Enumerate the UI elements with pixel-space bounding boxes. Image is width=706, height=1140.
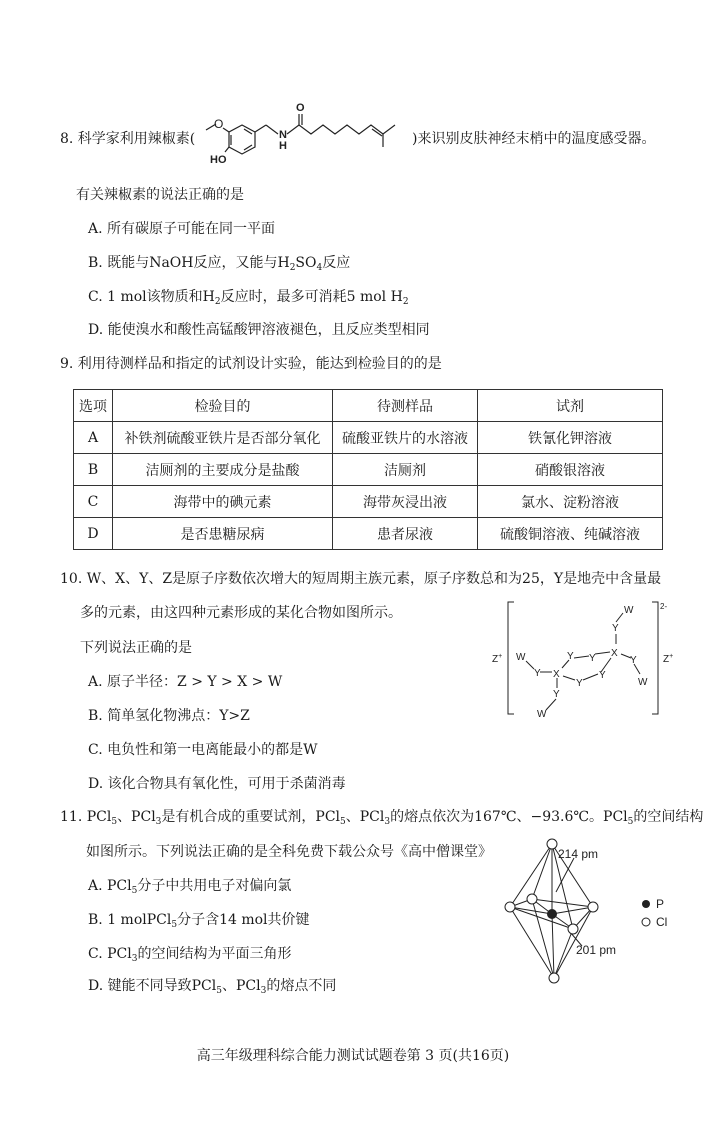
page-footer: 高三年级理科综合能力测试试题卷第 3 页(共16页) bbox=[196, 1048, 510, 1064]
table-header-row bbox=[74, 390, 663, 422]
q11-option-b: B. 1 molPCl$_5$分子含14 mol共价键 bbox=[88, 912, 310, 930]
atom-w4: W bbox=[537, 709, 547, 720]
atom-y5: Y bbox=[599, 670, 606, 681]
cell: D bbox=[74, 518, 113, 550]
cell: 补铁剂硫酸亚铁片是否部分氧化 bbox=[113, 422, 333, 454]
cell: 海带中的碘元素 bbox=[113, 486, 333, 518]
atom-y8: Y bbox=[553, 689, 560, 700]
legend-p-label: P bbox=[656, 897, 665, 911]
q8-stem-start: 8. 科学家利用辣椒素( bbox=[60, 131, 196, 147]
q11-option-a: A. PCl$_5$分子中共用电子对偏向氯 bbox=[88, 878, 292, 896]
atom-y3: Y bbox=[576, 678, 583, 689]
z-left: Z+ bbox=[492, 653, 503, 665]
q10-stem-line1: 10. W、X、Y、Z是原子序数依次增大的短周期主族元素，原子序数总和为25，Y是地壳中含量最 bbox=[60, 571, 662, 587]
q8-option-c: C. 1 mol该物质和$H_2$反应时，最多可消耗5 mol $H_2$ bbox=[88, 289, 409, 307]
q8-option-b: B. 既能与NaOH反应，又能与$H_2SO_4$反应 bbox=[88, 255, 351, 273]
z-right: Z+ bbox=[663, 653, 674, 665]
pcl5-structure-diagram bbox=[496, 832, 691, 992]
atom-y7: Y bbox=[630, 655, 637, 666]
q10-option-b: B. 简单氢化物沸点：Y>Z bbox=[88, 708, 250, 724]
legend-cl-marker bbox=[642, 918, 650, 926]
q9-stem: 9. 利用待测样品和指定的试剂设计实验，能达到检验目的的是 bbox=[60, 356, 442, 372]
q11-stem-line1: 11. PCl$_5$、PCl$_3$是有机合成的重要试剂，PCl$_5$、PCl$_3$的熔点依次为167℃、−93.6℃。PCl$_5$的空间结构 bbox=[60, 809, 704, 827]
q9-table bbox=[73, 389, 663, 550]
q8-option-d: D. 能使溴水和酸性高锰酸钾溶液褪色，且反应类型相同 bbox=[88, 322, 430, 338]
cell: 患者尿液 bbox=[333, 518, 478, 550]
cell: 海带灰浸出液 bbox=[333, 486, 478, 518]
cell: 氯水、淀粉溶液 bbox=[478, 486, 663, 518]
atom-y4: Y bbox=[589, 653, 596, 664]
legend-p-marker bbox=[642, 900, 650, 908]
cell: 洁厕剂的主要成分是盐酸 bbox=[113, 454, 333, 486]
cell: 硫酸铜溶液、纯碱溶液 bbox=[478, 518, 663, 550]
q8-option-a: A. 所有碳原子可能在同一平面 bbox=[88, 221, 276, 237]
amide-n: N bbox=[279, 129, 287, 141]
cell: A bbox=[74, 422, 113, 454]
hydroxyl-label: HO bbox=[210, 154, 227, 166]
header-sample: 待测样品 bbox=[333, 390, 478, 422]
charge-label: 2- bbox=[660, 602, 668, 611]
header-option: 选项 bbox=[74, 390, 113, 422]
q8-line2: 有关辣椒素的说法正确的是 bbox=[76, 187, 244, 203]
table-row bbox=[74, 518, 663, 550]
q10-stem-line2: 多的元素，由这四种元素形成的某化合物如图所示。 bbox=[80, 605, 402, 621]
table-row bbox=[74, 486, 663, 518]
legend-cl-label: Cl bbox=[656, 915, 668, 929]
methoxy-o: O bbox=[214, 117, 224, 131]
q8-stem-end: )来识别皮肤神经末梢中的温度感受器。 bbox=[412, 131, 656, 147]
atom-x1: X bbox=[553, 669, 560, 680]
table-row bbox=[74, 422, 663, 454]
atom-w1: W bbox=[516, 652, 526, 663]
capsaicin-structure bbox=[200, 100, 420, 170]
q11-option-d: D. 键能不同导致PCl$_5$、PCl$_3$的熔点不同 bbox=[88, 978, 337, 996]
cell: 硫酸亚铁片的水溶液 bbox=[333, 422, 478, 454]
atom-w2: W bbox=[624, 605, 634, 616]
axial-bond-length: 214 pm bbox=[558, 847, 599, 861]
cell: 铁氰化钾溶液 bbox=[478, 422, 663, 454]
cell: C bbox=[74, 486, 113, 518]
cell: B bbox=[74, 454, 113, 486]
cell: 硝酸银溶液 bbox=[478, 454, 663, 486]
q10-option-d: D. 该化合物具有氧化性，可用于杀菌消毒 bbox=[88, 776, 346, 792]
header-reagent: 试剂 bbox=[478, 390, 663, 422]
amide-h: H bbox=[279, 140, 287, 152]
atom-y6: Y bbox=[612, 623, 619, 634]
table-row bbox=[74, 454, 663, 486]
atom-x2: X bbox=[611, 648, 618, 659]
q10-line3: 下列说法正确的是 bbox=[80, 640, 192, 656]
carbonyl-o: O bbox=[296, 102, 305, 114]
header-purpose: 检验目的 bbox=[113, 390, 333, 422]
atom-w3: W bbox=[638, 677, 648, 688]
q10-option-a: A. 原子半径：Z > Y > X > W bbox=[88, 674, 283, 690]
equatorial-bond-length: 201 pm bbox=[576, 943, 617, 957]
atom-y2: Y bbox=[567, 651, 574, 662]
atom-y1: Y bbox=[534, 668, 541, 679]
q10-structure-diagram bbox=[480, 598, 690, 720]
cell: 洁厕剂 bbox=[333, 454, 478, 486]
q11-stem-line2: 如图所示。下列说法正确的是全科免费下载公众号《高中僧课堂》 bbox=[86, 844, 492, 860]
q11-option-c: C. PCl$_3$的空间结构为平面三角形 bbox=[88, 946, 292, 964]
q10-option-c: C. 电负性和第一电离能最小的都是W bbox=[88, 742, 318, 758]
cell: 是否患糖尿病 bbox=[113, 518, 333, 550]
